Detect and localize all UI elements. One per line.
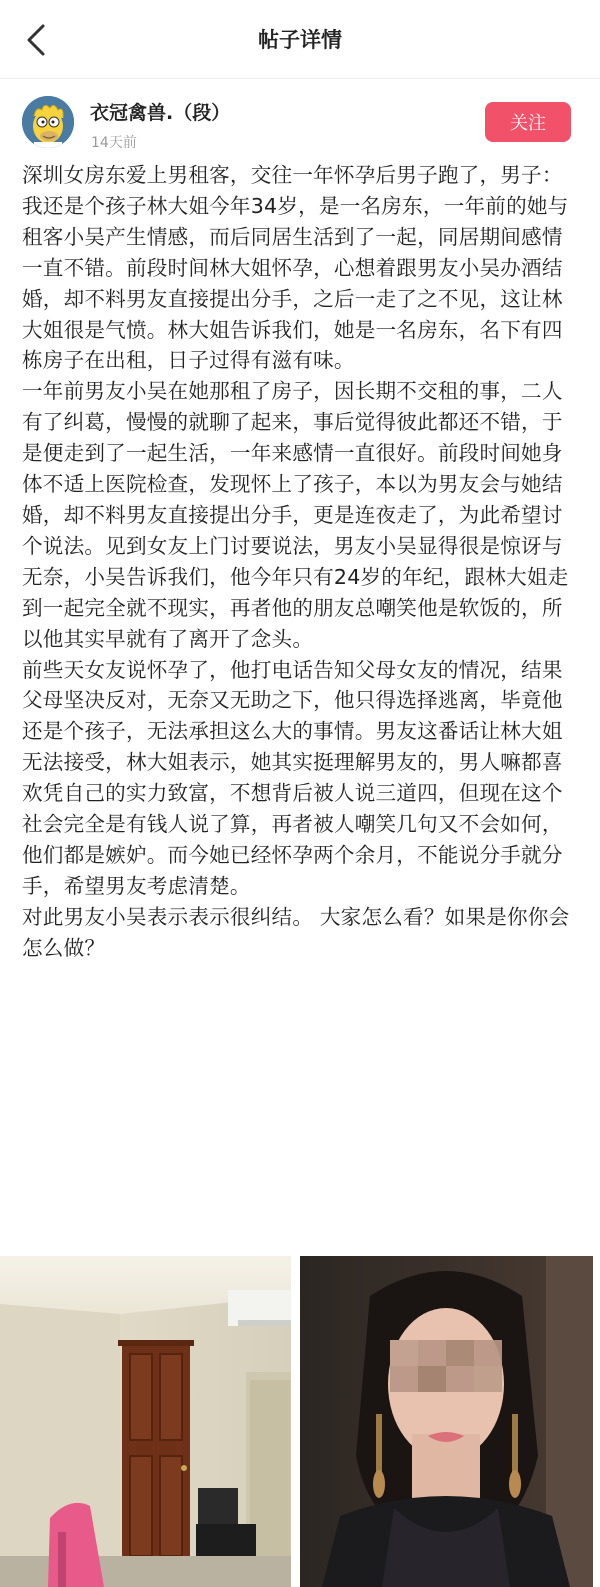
- follow-button[interactable]: 关注: [485, 102, 571, 142]
- post-paragraph-2: 一年前男友小吴在她那租了房子，因长期不交租的事，二人有了纠葛，慢慢的就聊了起来，事后觉得彼此都还不错，于是便走到了一起生活，一年来感情一直很好。前段时间她身体不适上医院检查，发现怀上了孩子，本以为男友会与她结婚，却不料男友直接提出分手，更是连夜走了，为此希望讨个说法。见到女友上门讨要说法，男友小吴显得很是惊讶与无奈，小吴告诉我们，他今年只有24岁的年纪，跟林大姐走到一起完全就不现实，再者他的朋友总嘲笑他是软饭的，所以他其实早就有了离开了念头。: [22, 379, 569, 651]
- avatar[interactable]: [22, 96, 74, 148]
- woman-photo-image: [300, 1256, 593, 1587]
- page-title: 帖子详情: [258, 28, 342, 52]
- post-paragraph-1: 深圳女房东爱上男租客，交往一年怀孕后男子跑了，男子：我还是个孩子林大姐今年34岁，是一名房东，一年前的她与租客小吴产生情感，而后同居生活到了一起，同居期间感情一直不错。前段时间林大姐怀孕，心想着跟男友小吴办酒结婚，却不料男友直接提出分手，之后一走了之不见，这让林大姐很是气愤。林大姐告诉我们，她是一名房东，名下有四栋房子在出租，日子过得有滋有味。: [22, 163, 569, 373]
- room-photo-image: [0, 1256, 291, 1587]
- room-photo[interactable]: [0, 1256, 291, 1587]
- post-paragraph-4: 对此男友小吴表示表示很纠结。 大家怎么看？如果是你你会怎么做？: [22, 904, 570, 960]
- post-photos: [0, 1256, 600, 1587]
- top-nav-bar: [0, 0, 600, 79]
- post-timestamp: 14天前: [91, 135, 137, 151]
- woman-photo[interactable]: [300, 1256, 593, 1587]
- cartoon-avatar-icon: [22, 96, 74, 148]
- post-paragraph-3: 前些天女友说怀孕了，他打电话告知父母女友的情况，结果父母坚决反对，无奈又无助之下，他只得选择逃离，毕竟他还是个孩子，无法承担这么大的事情。男友这番话让林大姐无法接受，林大姐表示，她其实挺理解男友的，男人嘛都喜欢凭自己的实力致富，不想背后被人说三道四，但现在这个社会完全是有钱人说了算，再者被人嘲笑几句又不会如何，他们都是嫉妒。而今她已经怀孕两个余月，不能说分手就分手，希望男友考虑清楚。: [22, 657, 563, 898]
- author-row: [0, 94, 600, 154]
- author-name[interactable]: 衣冠禽兽.（段）: [90, 102, 231, 124]
- post-content: [22, 160, 582, 964]
